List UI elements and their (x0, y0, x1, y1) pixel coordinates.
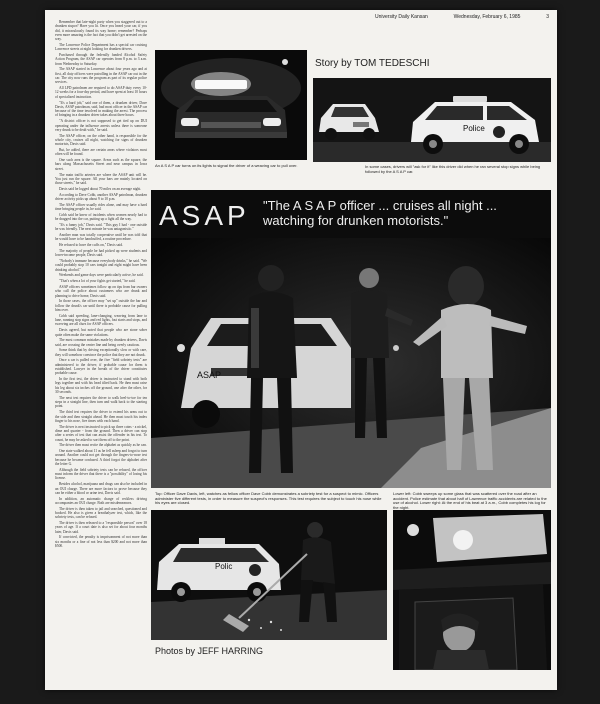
police-door-label: Police (463, 124, 485, 133)
photo-asap-car-lights (155, 50, 307, 160)
photo-byline: Photos by JEFF HARRING (155, 646, 264, 656)
pull-quote-line-1: "The A S A P officer ... cruises all night ... (263, 198, 497, 213)
article-paragraph: The third test requires the driver to extend his arms out to the side and then straight ahead. He then must touch his index finger to his nose, five times with each hand. (55, 410, 147, 423)
article-column (55, 20, 147, 680)
feature-banner (151, 190, 551, 238)
story-byline: Story by TOM TEDESCHI (315, 58, 430, 69)
article-paragraph: "It's a funny job," Davis said. "This guy I had - one outside he was friendly. The next minute he was antagonistic." (55, 222, 147, 232)
photo-sweeping-glass (151, 510, 387, 640)
caption-main-left: Top: Officer Dave Davis, left, watches as fellow officer Dave Cobb demonstrates a sobriety test for a suspect to mimic. Officers administer five different tests, in order to measure the suspect's responses. This test requires the subject to touch his nose while his eyes are closed. (155, 491, 382, 506)
article-paragraph: Once a car is pulled over, the five "field sobriety tests" are administered to the driver; if probable cause for them is established. Lawyer in the breath of the driver constitutes probable cause. (55, 358, 147, 376)
article-paragraph: In the first test, the driver is instructed to stand with both legs together and with his head tilted back. He then must raise his leg about six inches off the ground, one after the other, for 30 seconds. (55, 377, 147, 395)
article-paragraph: Remember that late-night party when you staggered out to a drunken stupor? Have you lit. Once you heard your car, if you did, it miraculously found its way home; remember? Perhaps even more amazing is the fact that you didn't get arrested on the way. (55, 20, 147, 42)
article-paragraph: "A district officer is not supposed to get tied up on DUI operating under the influence arrests unless there is someone very drunk to be dealt with," he said. (55, 119, 147, 132)
article-paragraph: According to Dave Cobb, another ASAP patrolman, drunken driver activity picks up about 9 to 10 p.m. (55, 192, 147, 201)
newspaper-page (45, 10, 557, 690)
article-paragraph: Another man was totally cooperative until he was told that he would have to be handcuffed, a routine procedure. (55, 233, 147, 242)
article-paragraph: In those cases, the officer may "set up" outside the bar and follow the drunk's car until there is probable cause for pulling him over. (55, 299, 147, 313)
photo-police-follows-car (313, 78, 551, 162)
article-paragraph: Weekends and game days were particularly active, he said. (59, 273, 144, 278)
article-paragraph: "Nobody's immune because everybody drinks," he said. "We could probably stop 10 cars tonight and eight might have been drinking alcohol." (55, 259, 147, 272)
article-paragraph: The ASAP started in Lawrence about four years ago and at first, all duty officers were patrolling in the ASAP car out in the car. The city now runs the program as part of its regular police services. (55, 67, 147, 85)
page-header (375, 14, 549, 20)
article-paragraph: Cobb said speeding, lane-changing, weaving from lane to lane, running stop signs and red lights, fast starts and stops, and swerving are all clues for ASAP officers. (55, 313, 147, 327)
article-paragraph: One state walked about 11 as he fell asleep and forgot to turn around. Another could not get through the fingers-to-nose test because he became confused. A third forgot the alphabet after the letter G. (55, 449, 147, 467)
article-paragraph: One such area is the square. Areas such as the square, the bars along Massachusetts Street and near campus in Iowa street. (55, 158, 147, 171)
article-paragraph: In addition, an automatic charge of reckless driving accompanies an OUI charge. Both are misdemeanors. (55, 496, 147, 505)
article-paragraph: Although the field sobriety tests can be refused, the officer must inform the driver that there is a "possibility" of losing his license. (55, 467, 147, 481)
page-number: 3 (546, 14, 549, 20)
article-paragraph: Purchased through the federally funded Alcohol Safety Action Program, the ASAP car operates from 8 p.m. to 3 a.m. from Wednesday to Saturday. (55, 53, 147, 66)
photo-sobriety-test (151, 238, 551, 488)
article-paragraph: The driver is then taken to jail and searched, questioned and booked. He also is given a breathalyzer test, which, like the sobriety tests, can be refused. (55, 506, 147, 520)
article-paragraph: If convicted, the penalty is imprisonment of not more than six months or a fine of not less than $200 and not more than $500. (55, 535, 147, 549)
caption-main-right: Lower left: Cobb sweeps up some glass that was scattered over the road after an accident. Police estimate that about half of Lawrence traffic accidents are related to the use of alcohol. Lower right: At the end of his beat at 3 a.m., Cobb completes his log for the night. (393, 491, 547, 510)
feature-pull-quote (263, 198, 497, 228)
article-paragraph: "That's when a lot of your fights get started," he said. (59, 279, 136, 284)
photo-completing-log (393, 510, 551, 670)
caption-top-left: An A S A P car turns on its lights to signal the driver of a weaving car to pull over. (155, 163, 298, 168)
article-paragraph: Davis agreed, but noted that people who are stone sober quite often make the same violations. (55, 328, 147, 337)
caption-top-right: In some cases, drivers will "ask for it" like this driver did when he ran several stop signs while being followed by the A S A P car. (365, 164, 541, 174)
article-paragraph: The most common mistakes made by drunken drivers, Davis said, are crossing the center line and being overly cautious. (55, 338, 147, 347)
police-door-label-2: Polic (215, 562, 233, 571)
article-paragraph: But, he added, there are certain areas where violators most often will be found. (55, 148, 147, 157)
article-paragraph: The ASAP officer usually rides alone, and may have a hard time bringing people in, he said. (55, 202, 147, 212)
article-paragraph: The driver is then released to a "responsible person" over 18 years of age. If a court date is also set for about four months later, Davis said. (55, 521, 147, 534)
article-paragraph: Some think that by driving exceptionally slow or with care, they will somehow convince the police that they are not drunk. (55, 348, 147, 357)
pull-quote-line-2: watching for drunken motorists." (263, 213, 449, 228)
issue-date: Wednesday, February 6, 1985 (453, 14, 521, 20)
article-paragraph: The next test requires the driver to walk heel-to-toe for ten steps in a straight line, then turn and walk back to the starting point. (55, 395, 147, 409)
article-paragraph: The driver then must recite the alphabet as quickly as he can. (59, 443, 147, 448)
article-paragraph: Davis said he logged about 70 miles on an average night. (59, 186, 142, 191)
paper-name: University Daily Kansan (375, 14, 428, 20)
article-paragraph: The ASAP officer, on the other hand, is responsible for the whole city, cruises all night, watching for signs of drunken motorists, Davis said. (55, 133, 147, 147)
asap-door-label: ASAP (197, 370, 222, 380)
article-paragraph: All LPD patrolmen are required to do ASAP duty every 10-12 weeks for a four-day period, and have spent at least 10 hours of specialized instruction. (55, 86, 147, 99)
article-paragraph: The majority of people he had picked up were students and lower-income people, Davis said. (55, 248, 147, 258)
article-paragraph: "It's a hard job," said one of them, a drunken driver, Dave Davis, ASAP patrolman, said, had most officer in the ASAP car because of the time involved in making the arrest. The process of bringing in a drunken driver takes about three hours. (55, 100, 147, 118)
article-paragraph: The Lawrence Police Department has a special car cruising Lawrence streets at night looking for drunken drivers. (55, 42, 147, 52)
article-paragraph: Besides alcohol, marijuana and drugs can also be included in an OUI charge. There are more factors to prove because they can be either a blood or urine test, Davis said. (55, 482, 147, 495)
article-paragraph: ASAP officers sometimes follow up on tips from bar owners who call the police about customers who are drunk and planning to drive home, Davis said. (55, 285, 147, 298)
feature-title: ASAP (159, 200, 250, 231)
article-paragraph: The main traffic arteries are where the ASAP unit will be. You just run the square. All your bars are mainly located on those streets," he said. (55, 172, 147, 186)
article-paragraph: He refused to have the cuffs on," Davis said. (59, 243, 124, 248)
article-paragraph: The driver is next instructed to pick up three coins - a nickel, dime and quarter - from the ground. Then a driver can stop after a series of test that can assist the offender in his test. To count, he may be asked to sort them off to the point. (55, 424, 147, 442)
article-paragraph: Cobb said he knew of incidents when women nearly had to be dragged into the car, putting up a fight all the way. (55, 212, 147, 222)
